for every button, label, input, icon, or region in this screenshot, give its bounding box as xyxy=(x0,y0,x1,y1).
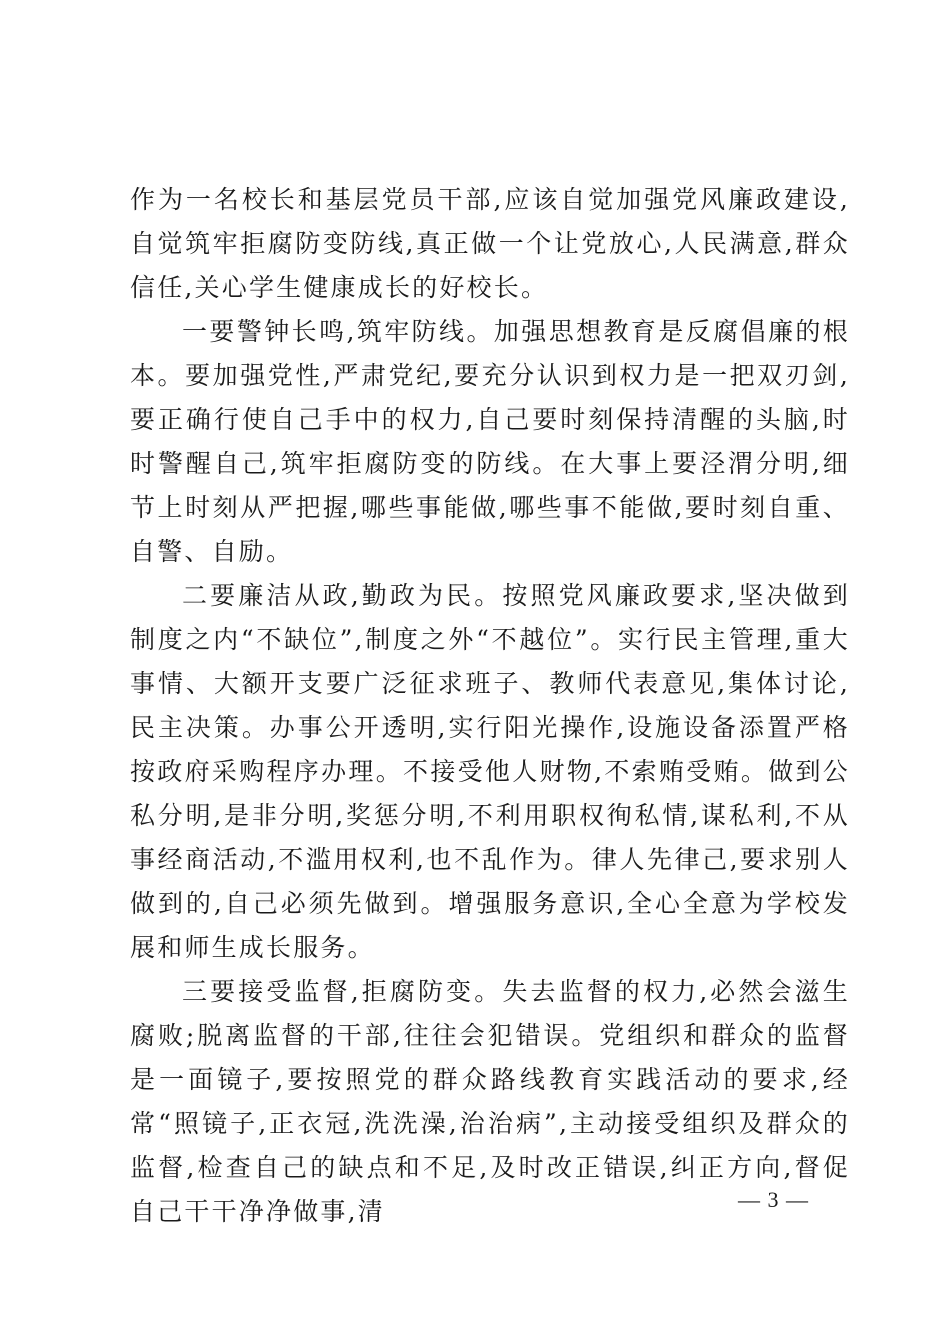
paragraph-point-one: 一要警钟长鸣,筑牢防线。加强思想教育是反腐倡廉的根本。要加强党性,严肃党纪,要充分认识到权力是一把双刃剑,要正确行使自己手中的权力,自己要时刻保持清醒的头脑,时时警醒自己,筑牢拒腐防变的防线。在大事上要泾渭分明,细节上时刻从严把握,哪些事能做,哪些事不能做,要时刻自重、自警、自励。 xyxy=(130,317,850,566)
document-body xyxy=(130,178,850,1234)
paragraph-intro: 作为一名校长和基层党员干部,应该自觉加强党风廉政建设,自觉筑牢拒腐防变防线,真正做一个让党放心,人民满意,群众信任,关心学生健康成长的好校长。 xyxy=(130,185,850,302)
page-number: — 3 — xyxy=(738,1187,809,1212)
paragraph-point-two: 二要廉洁从政,勤政为民。按照党风廉政要求,坚决做到制度之内“不缺位”,制度之外“不越位”。实行民主管理,重大事情、大额开支要广泛征求班子、教师代表意见,集体讨论,民主决策。办事公开透明,实行阳光操作,设施设备添置严格按政府采购程序办理。不接受他人财物,不索贿受贿。做到公私分明,是非分明,奖惩分明,不利用职权徇私情,谋私利,不从事经商活动,不滥用权利,也不乱作为。律人先律己,要求别人做到的,自己必须先做到。增强服务意识,全心全意为学校发展和师生成长服务。 xyxy=(130,581,850,962)
paragraph-point-three: 三要接受监督,拒腐防变。失去监督的权力,必然会滋生腐败;脱离监督的干部,往往会犯错误。党组织和群众的监督是一面镜子,要按照党的群众路线教育实践活动的要求,经常“照镜子,正衣冠,洗洗澡,治治病”,主动接受组织及群众的监督,检查自己的缺点和不足,及时改正错误,纠正方向,督促自己干干净净做事,清 xyxy=(130,977,850,1226)
